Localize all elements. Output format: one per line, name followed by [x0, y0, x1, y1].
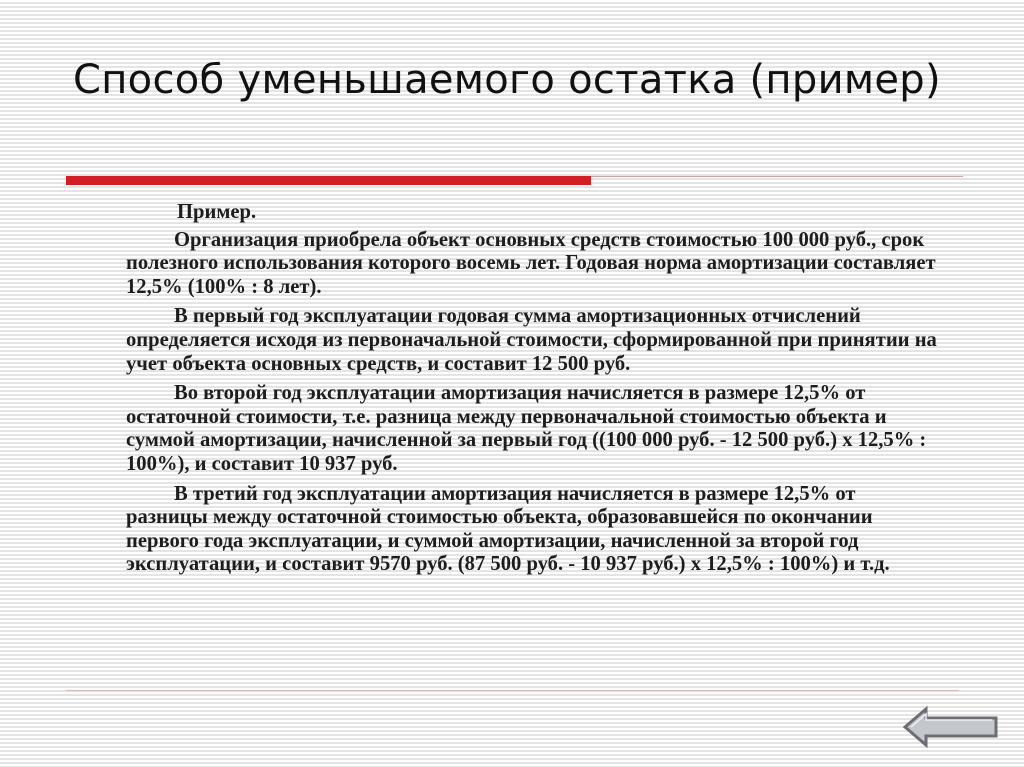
title-accent-bar: [66, 176, 591, 185]
example-heading: Пример.: [177, 201, 257, 223]
title-divider-line: [591, 176, 963, 177]
slide-title: Способ уменьшаемого остатка (пример): [73, 57, 941, 103]
paragraph-purchase: Организация приобрела объект основных средств стоимостью 100 000 руб., срок полезного использования которого восемь лет. Годовая норма амортизации составляет 12,5% (100% : 8 лет).: [126, 228, 936, 298]
back-button[interactable]: [902, 706, 1000, 748]
left-arrow-icon: [902, 706, 1000, 748]
paragraph-third-year: В третий год эксплуатации амортизация начисляется в размере 12,5% от разницы между остаточной стоимостью объекта, образовавшейся по окончании первого года эксплуатации, и суммой амортизации, начисленной за второй год эксплуатации, и составит 9570 руб. (87 500 руб. - 10 937 руб.) х 12,5% : 100%) и т.д.: [126, 482, 890, 576]
paragraph-first-year: В первый год эксплуатации годовая сумма амортизационных отчислений определяется исходя из первоначальной стоимости, сформированной при принятии на учет объекта основных средств, и составит 12 500 руб.: [126, 305, 937, 375]
paragraph-second-year: Во второй год эксплуатации амортизация начисляется в размере 12,5% от остаточной стоимости, т.е. разница между первоначальной стоимостью объекта и суммой амортизации, начисленной за первый год ((100 000 руб. - 12 500 руб.) х 12,5% : 100%), и составит 10 937 руб.: [126, 382, 927, 475]
slide-body: [126, 201, 938, 583]
footer-divider-line: [66, 690, 959, 691]
